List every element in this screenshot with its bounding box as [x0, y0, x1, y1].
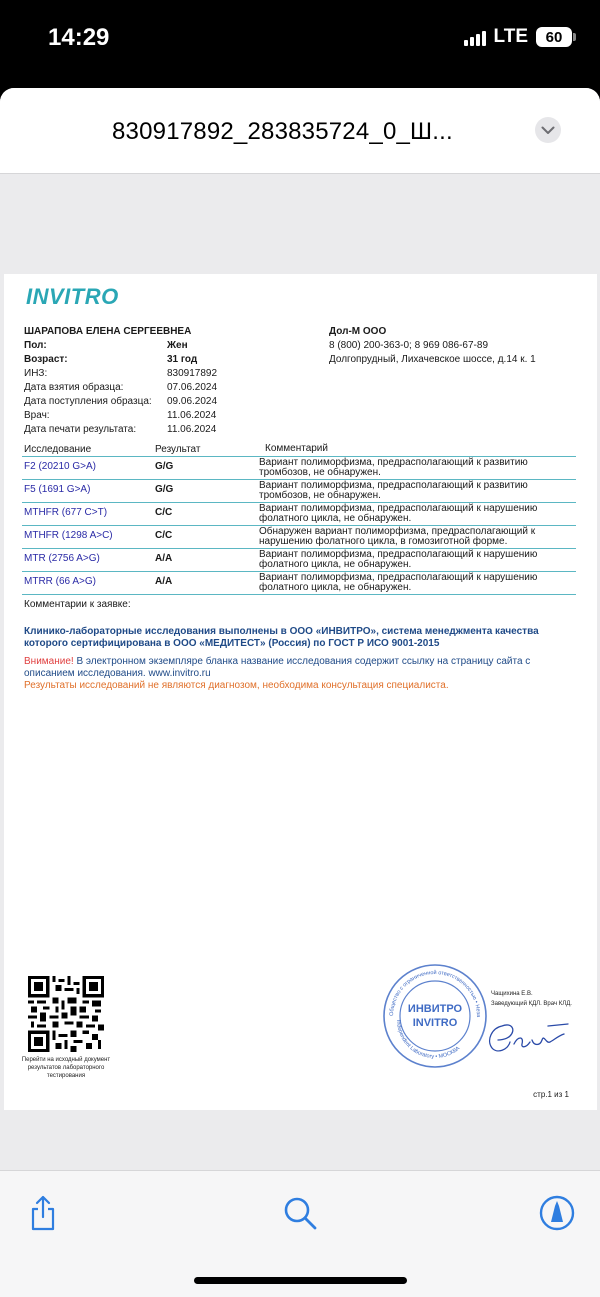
document-title[interactable]: 830917892_283835724_0_Ш...: [112, 118, 453, 145]
result-comment: Вариант полиморфизма, предрасполагающий к развитию тромбозов, не обнаружен.: [259, 457, 528, 478]
patient-row: ИНЗ: 830917892: [24, 368, 218, 379]
home-indicator[interactable]: [194, 1277, 407, 1284]
share-icon[interactable]: [23, 1193, 63, 1233]
patient-row: Дата печати результата: 11.06.2024: [24, 424, 217, 435]
result-value: G/G: [155, 484, 174, 495]
signal-icon: [464, 28, 486, 46]
result-comment: Вариант полиморфизма, предрасполагающий к нарушению фолатного цикла, не обнаружен.: [259, 572, 538, 593]
result-value: A/A: [155, 553, 173, 564]
result-comment: Вариант полиморфизма, предрасполагающий к развитию тромбозов, не обнаружен.: [259, 480, 528, 501]
test-link[interactable]: F2 (20210 G>A): [24, 461, 96, 472]
clinic-info: [329, 325, 589, 367]
stamp-text-ru: ИНВИТРО: [407, 1003, 463, 1015]
document-viewer-sheet: [0, 88, 600, 1297]
patient-name: ШАРАПОВА ЕЛЕНА СЕРГЕЕВНЕА: [24, 326, 192, 337]
qr-code[interactable]: [28, 976, 104, 1052]
stamp-ring-text: Общество с ограниченной ответственностью • Неза: [388, 969, 482, 1018]
network-label: LTE: [493, 26, 528, 47]
table-row: [22, 572, 576, 595]
signer-role: Заведующий КДЛ. Врач КЛД.: [491, 1001, 572, 1007]
results-table: [22, 444, 576, 595]
invitro-logo: INVITRO: [26, 284, 119, 309]
column-test: Исследование: [24, 444, 92, 455]
result-value: C/C: [155, 530, 173, 541]
test-link[interactable]: MTHFR (1298 A>C): [24, 530, 113, 541]
signer-block: [491, 989, 572, 1009]
test-link[interactable]: MTHFR (677 C>T): [24, 507, 108, 518]
table-row: [22, 457, 576, 480]
clinic-address: Долгопрудный, Лихачевское шоссе, д.14 к. 1: [329, 354, 536, 365]
test-link[interactable]: MTRR (66 A>G): [24, 576, 96, 587]
status-indicators: [464, 26, 572, 48]
results-header: [22, 444, 576, 457]
patient-row: Дата поступления образца: 09.06.2024: [24, 396, 218, 407]
result-comment: Вариант полиморфизма, предрасполагающий к нарушению фолатного цикла, не обнаружен.: [259, 549, 538, 570]
lab-certification-note: Клинико-лабораторные исследования выполнены в ООО «ИНВИТРО», система менеджмента качества которого сертифицирована в ООО «МЕДИТЕСТ» (Россия) по ГОСТ Р ИСО 9001-2015: [24, 626, 539, 649]
patient-row: Дата взятия образца: 07.06.2024: [24, 382, 218, 393]
patient-row: Пол: Жен: [24, 340, 188, 351]
disclaimer: Результаты исследований не являются диагнозом, необходима консультация специалиста.: [24, 680, 449, 691]
patient-row: Возраст: 31 год: [24, 354, 198, 365]
clinic-name: Дол-М ООО: [329, 326, 387, 337]
warning-text: В электронном экземпляре бланка название исследования содержит ссылку на страницу сайта с описанием исследования.: [24, 656, 531, 679]
table-row: [22, 503, 576, 526]
markup-icon[interactable]: [537, 1193, 577, 1233]
result-value: A/A: [155, 576, 173, 587]
table-row: [22, 480, 576, 503]
result-comment: Обнаружен вариант полиморфизма, предрасполагающий к нарушению фолатного цикла, в гомозиготной форме.: [259, 526, 536, 547]
table-row: [22, 549, 576, 572]
search-icon[interactable]: [280, 1193, 320, 1233]
result-comment: Вариант полиморфизма, предрасполагающий к нарушению фолатного цикла, не обнаружен.: [259, 503, 538, 524]
qr-caption: Перейти на исходный документ результатов лабораторного тестирования: [21, 1057, 111, 1079]
page-number: стр.1 из 1: [533, 1090, 569, 1099]
result-value: C/C: [155, 507, 173, 518]
column-comment: Комментарий: [265, 443, 328, 454]
column-result: Результат: [155, 444, 201, 455]
test-link[interactable]: F5 (1691 G>A): [24, 484, 91, 495]
warning-note: [24, 656, 579, 680]
invitro-link[interactable]: www.invitro.ru: [148, 668, 211, 679]
chevron-down-icon[interactable]: [535, 117, 561, 143]
result-value: G/G: [155, 461, 174, 472]
clinic-phones: 8 (800) 200-363-0; 8 969 086-67-89: [329, 340, 489, 351]
document-page: [4, 274, 597, 1110]
patient-row: Врач: 11.06.2024: [24, 410, 217, 421]
status-time: 14:29: [48, 24, 110, 51]
viewer-header: [0, 88, 600, 174]
signature: [484, 1014, 574, 1064]
signer-name: Чащихина Е.В.: [491, 991, 533, 997]
status-bar: [0, 0, 600, 76]
stamp-text-en: INVITRO: [412, 1017, 458, 1029]
stamp-bottom-text: Independent Laboratory • МОСКВА: [394, 1019, 462, 1061]
warning-label: Внимание!: [24, 656, 74, 667]
lab-stamp: [381, 962, 489, 1070]
battery-icon: 60: [536, 27, 572, 47]
test-link[interactable]: MTR (2756 A>G): [24, 553, 100, 564]
request-comment: Комментарии к заявке:: [24, 599, 131, 610]
patient-info: [24, 325, 324, 437]
table-row: [22, 526, 576, 549]
